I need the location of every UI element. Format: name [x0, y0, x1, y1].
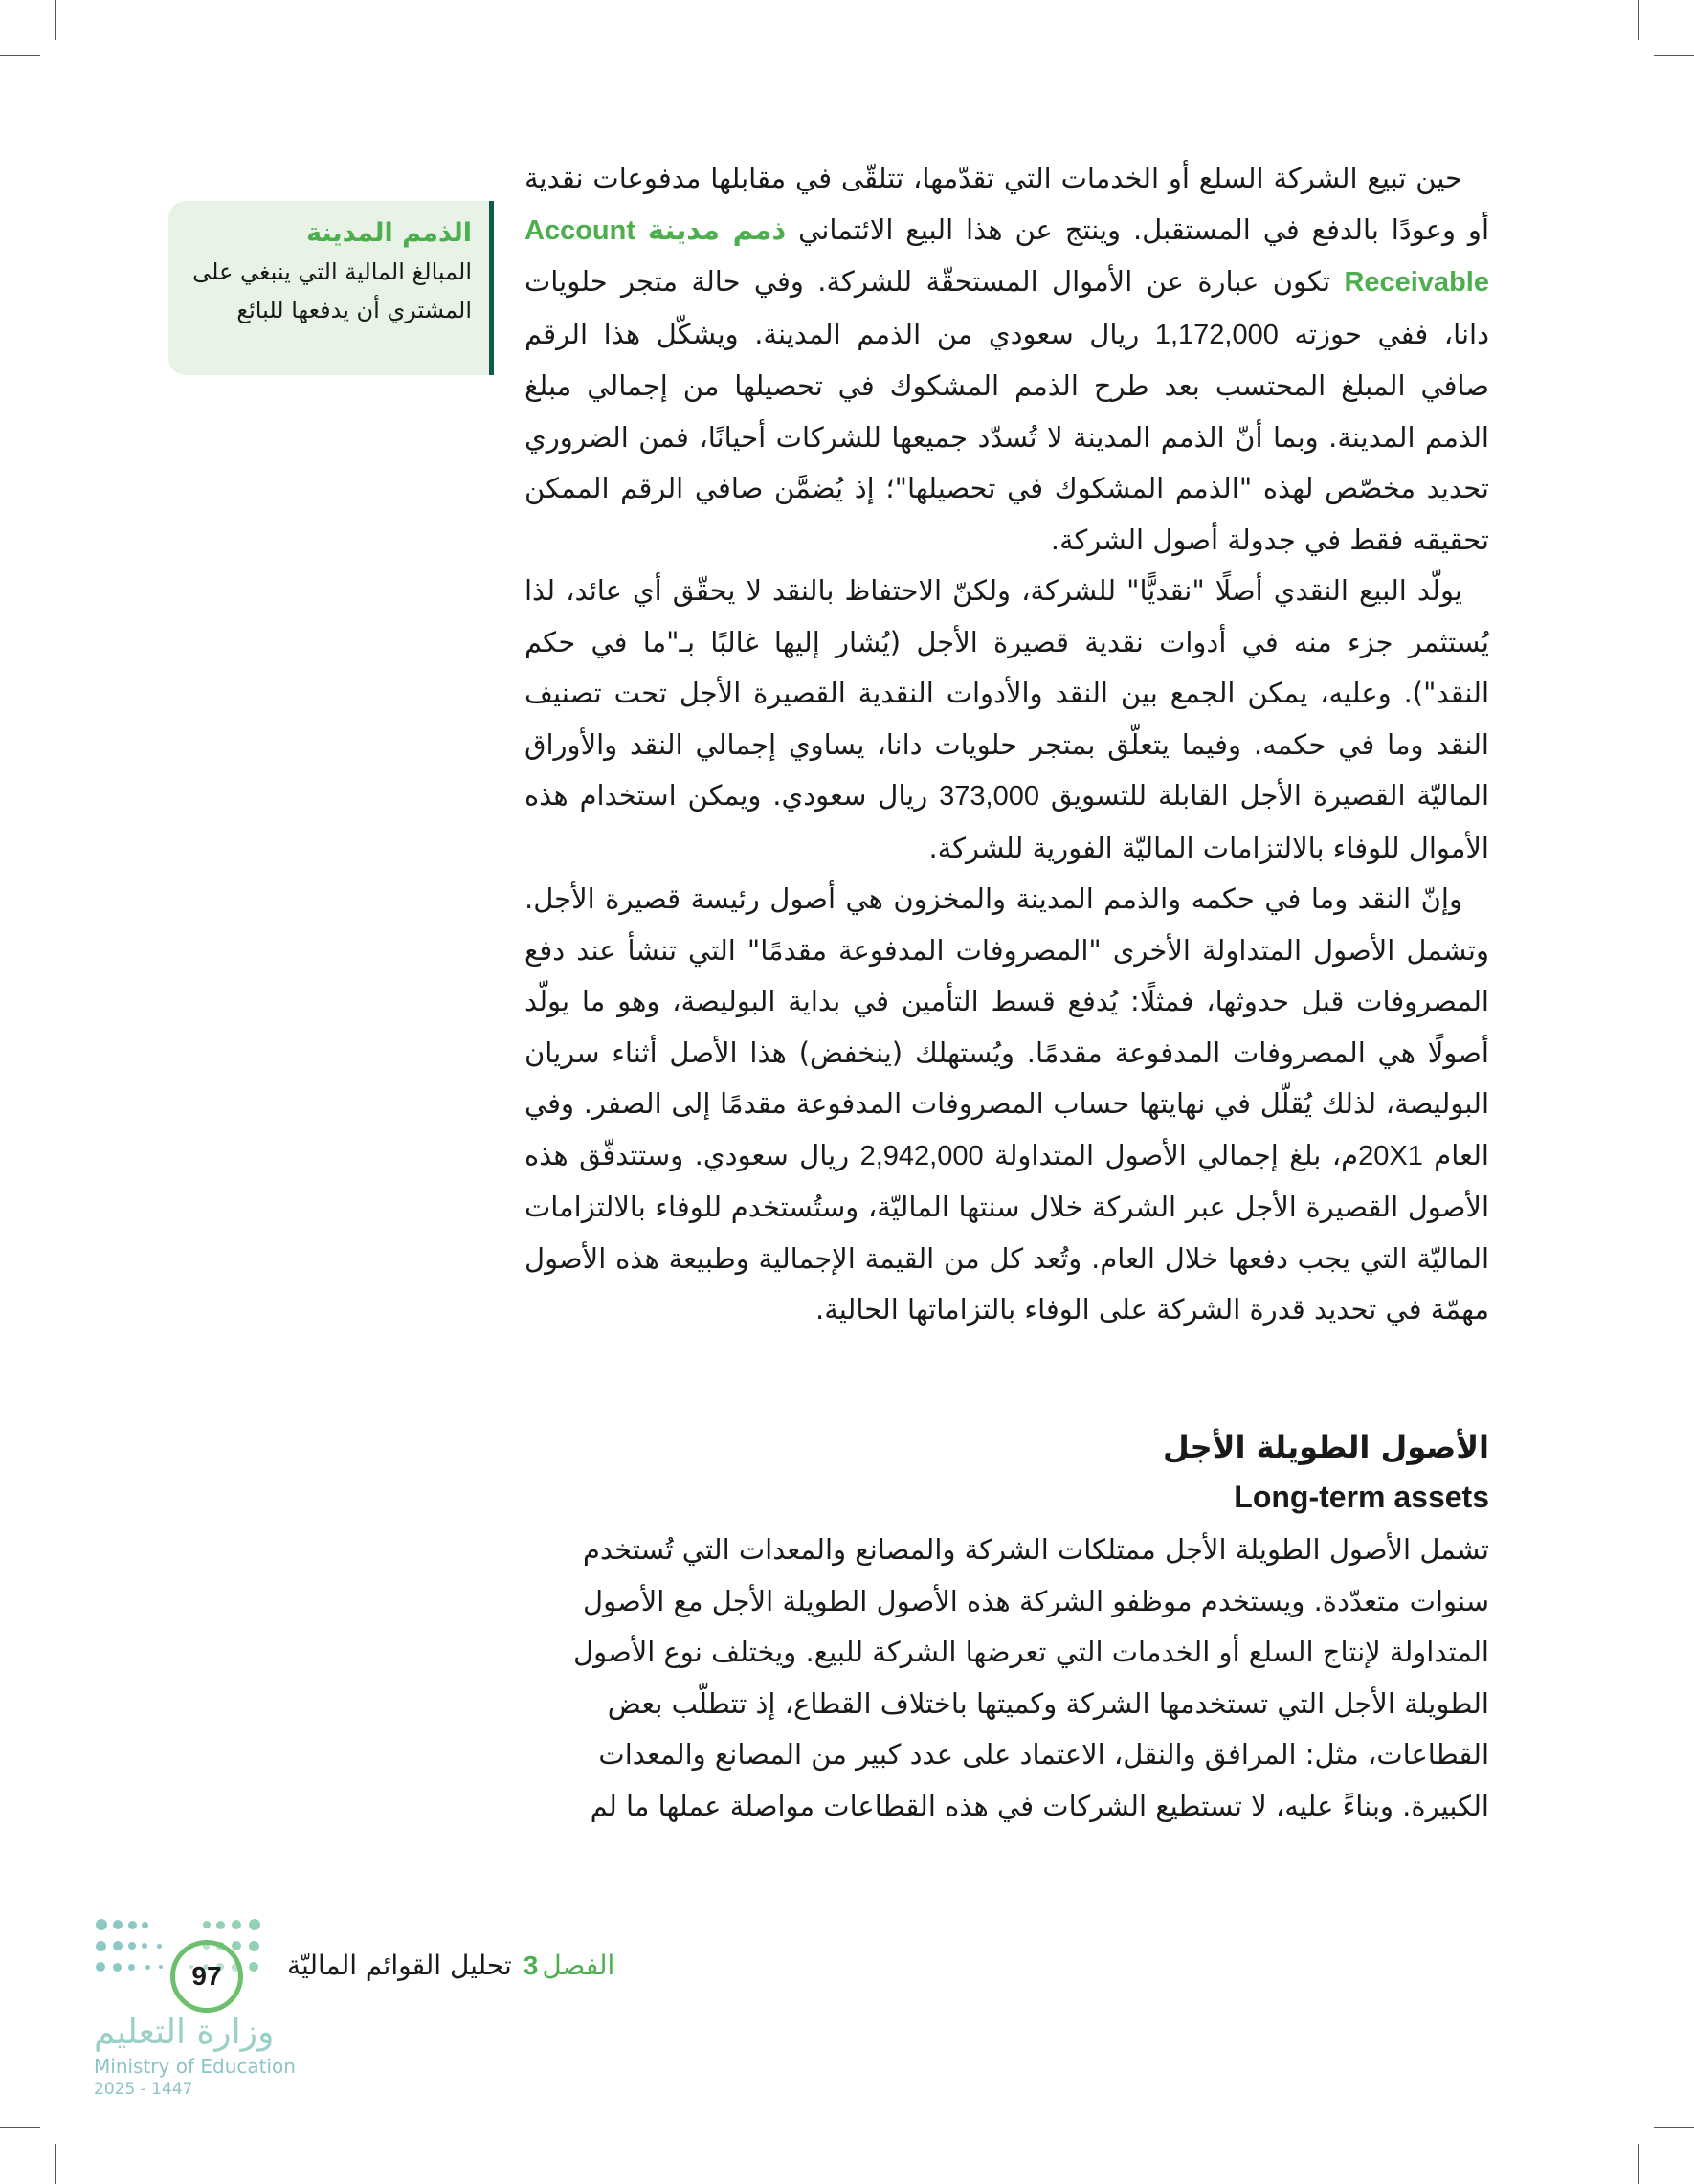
edition-year: 2025 - 1447	[94, 2080, 193, 2099]
text-run: حين تبيع الشركة السلع أو الخدمات التي تقدّمها، تتلقّى في مقابلها مدفوعات نقدية أو وعودًا بالدفع في المستقبل. وينتج عن هذا البيع الائتماني	[524, 162, 1489, 246]
logo-dot	[157, 1944, 162, 1949]
logo-dot	[216, 1921, 225, 1929]
paragraph-current-assets	[524, 874, 1489, 1336]
glossary-box	[168, 201, 494, 375]
page-number: 97	[170, 1940, 243, 2013]
glossary-definition: المبالغ المالية التي ينبغي على المشتري أن يدفعها للبائع	[192, 258, 472, 323]
chapter-label	[287, 1950, 614, 1981]
text-run: م، بلغ إجمالي الأصول المتداولة	[983, 1138, 1359, 1171]
logo-dot	[96, 1941, 106, 1951]
text-run: تكون عبارة عن الأموال المستحقّة للشركة. وفي حالة متجر حلويات دانا، ففي حوزته	[524, 265, 1489, 350]
key-term-en: Account Receivable	[524, 214, 1489, 298]
page-footer	[67, 1919, 660, 2099]
logo-dot	[128, 1964, 135, 1971]
logo-dot	[159, 1965, 163, 1969]
logo-dot	[249, 1962, 258, 1972]
ministry-name-ar: وزارة التعليم	[94, 2013, 275, 2052]
paragraph-receivables	[524, 153, 1489, 566]
section-long-term-assets	[524, 1421, 1489, 1832]
ministry-name-en: Ministry of Education	[94, 2055, 296, 2078]
logo-dot	[113, 1963, 122, 1972]
logo-dot	[113, 1920, 123, 1929]
crop-mark	[55, 0, 56, 40]
logo-dot	[232, 1941, 241, 1950]
section-title-ar: الأصول الطويلة الأجل	[1163, 1429, 1489, 1465]
crop-mark	[1654, 2127, 1694, 2128]
fiscal-year: 20X1	[1358, 1140, 1423, 1171]
logo-dot	[96, 1962, 105, 1972]
crop-mark	[55, 2144, 56, 2184]
logo-dot	[232, 1920, 241, 1929]
logo-dot	[128, 1921, 137, 1929]
text-run: ريال سعودي. ويمكن استخدام هذه الأموال للوفاء بالالتزامات الماليّة الفورية للشركة.	[524, 779, 1489, 864]
logo-dot	[113, 1941, 123, 1950]
section-title-en: Long-term assets	[1234, 1480, 1489, 1514]
paragraph-cash	[524, 566, 1489, 874]
text-run: يولّد البيع النقدي أصلًا "نقديًّا" للشركة، ولكنّ الاحتفاظ بالنقد لا يحقّق أي عائد، لذا يُستثمر جزء منه في أدوات نقدية قصيرة الأجل (يُشار إليها غالبًا بـ"ما في حكم النقد"). وعليه، يمكن الجمع بين النقد والأدوات النقدية القصيرة الأجل تحت تصنيف النقد وما في حكمه. وفيما يتعلّق بمتجر حلويات دانا، يساوي إجمالي النقد والأوراق الماليّة القصيرة الأجل القابلة للتسويق	[524, 574, 1489, 812]
crop-mark	[0, 2127, 40, 2128]
text-run: ريال سعودي من الذمم المدينة. ويشكّل هذا الرقم صافي المبلغ المحتسب بعد طرح الذمم المشكوك في تحصيلها من إجمالي مبلغ الذمم المدينة. وبما أنّ الذمم المدينة لا تُسدّد جميعها للشركات أحيانًا، فمن الضروري تحديد مخصّص لهذه "الذمم المشكوك في تحصيلها"؛ إذ يُضمَّن صافي الرقم الممكن تحقيقه فقط في جدولة أصول الشركة.	[524, 317, 1489, 556]
main-text	[524, 153, 1489, 1336]
logo-dot	[203, 1921, 211, 1928]
key-term-ar: ذمم مدينة	[647, 212, 787, 246]
logo-dot	[249, 1919, 260, 1930]
logo-dot	[128, 1942, 136, 1950]
text-run: وإنّ النقد وما في حكمه والذمم المدينة والمخزون هي أصول رئيسة قصيرة الأجل. وتشمل الأصول المتداولة الأخرى "المصروفات المدفوعة مقدمًا" التي تنشأ عند دفع المصروفات قبل حدوثها، فمثلًا: يُدفع قسط التأمين في بداية البوليصة، وهو ما يولّد أصولًا هي المصروفات المدفوعة مقدمًا. ويُستهلك (ينخفض) هذا الأصل أثناء سريان البوليصة، لذلك يُقلّل في نهايتها حساب المصروفات المدفوعة مقدمًا إلى الصفر. وفي العام	[524, 882, 1489, 1171]
logo-dot	[96, 1919, 107, 1930]
chapter-number: 3	[523, 1950, 539, 1980]
crop-mark	[1638, 0, 1639, 40]
amount-receivables: 1,172,000	[1154, 319, 1279, 350]
section-body: تشمل الأصول الطويلة الأجل ممتلكات الشركة والمصانع والمعدات التي تُستخدم سنوات متعدّدة. ويستخدم موظفو الشركة هذه الأصول الطويلة الأجل مع الأصول المتداولة لإنتاج السلع أو الخدمات التي تعرضها الشركة للبيع. ويختلف نوع الأصول الطويلة الأجل التي تستخدمها الشركة وكميتها باختلاف القطاع، إذ تتطلّب بعض القطاعات، مثل: المرافق والنقل، الاعتماد على عدد كبير من المصانع والمعدات الكبيرة. وبناءً عليه، لا تستطيع الشركات في هذه القطاعات مواصلة عملها ما لم	[573, 1533, 1489, 1822]
glossary-term: الذمم المدينة	[306, 218, 472, 248]
crop-mark	[0, 55, 40, 56]
logo-dot	[142, 1922, 148, 1928]
amount-cash: 373,000	[939, 781, 1039, 812]
chapter-title: تحليل القوائم الماليّة	[287, 1950, 512, 1981]
amount-current-assets: 2,942,000	[859, 1140, 984, 1171]
logo-dot	[142, 1943, 147, 1949]
logo-dot	[249, 1941, 259, 1951]
logo-dot	[145, 1965, 150, 1970]
chapter-word: الفصل	[542, 1950, 615, 1981]
crop-mark	[1638, 2144, 1639, 2184]
crop-mark	[1654, 55, 1694, 56]
text-run: ريال سعودي. وستتدفّق هذه الأصول القصيرة الأجل عبر الشركة خلال سنتها الماليّة، وستُستخدم للوفاء بالالتزامات الماليّة التي يجب دفعها خلال العام. وتُعد كل من القيمة الإجمالية وطبيعة هذه الأصول مهمّة في تحديد قدرة الشركة على الوفاء بالتزاماتها الحالية.	[524, 1138, 1489, 1326]
